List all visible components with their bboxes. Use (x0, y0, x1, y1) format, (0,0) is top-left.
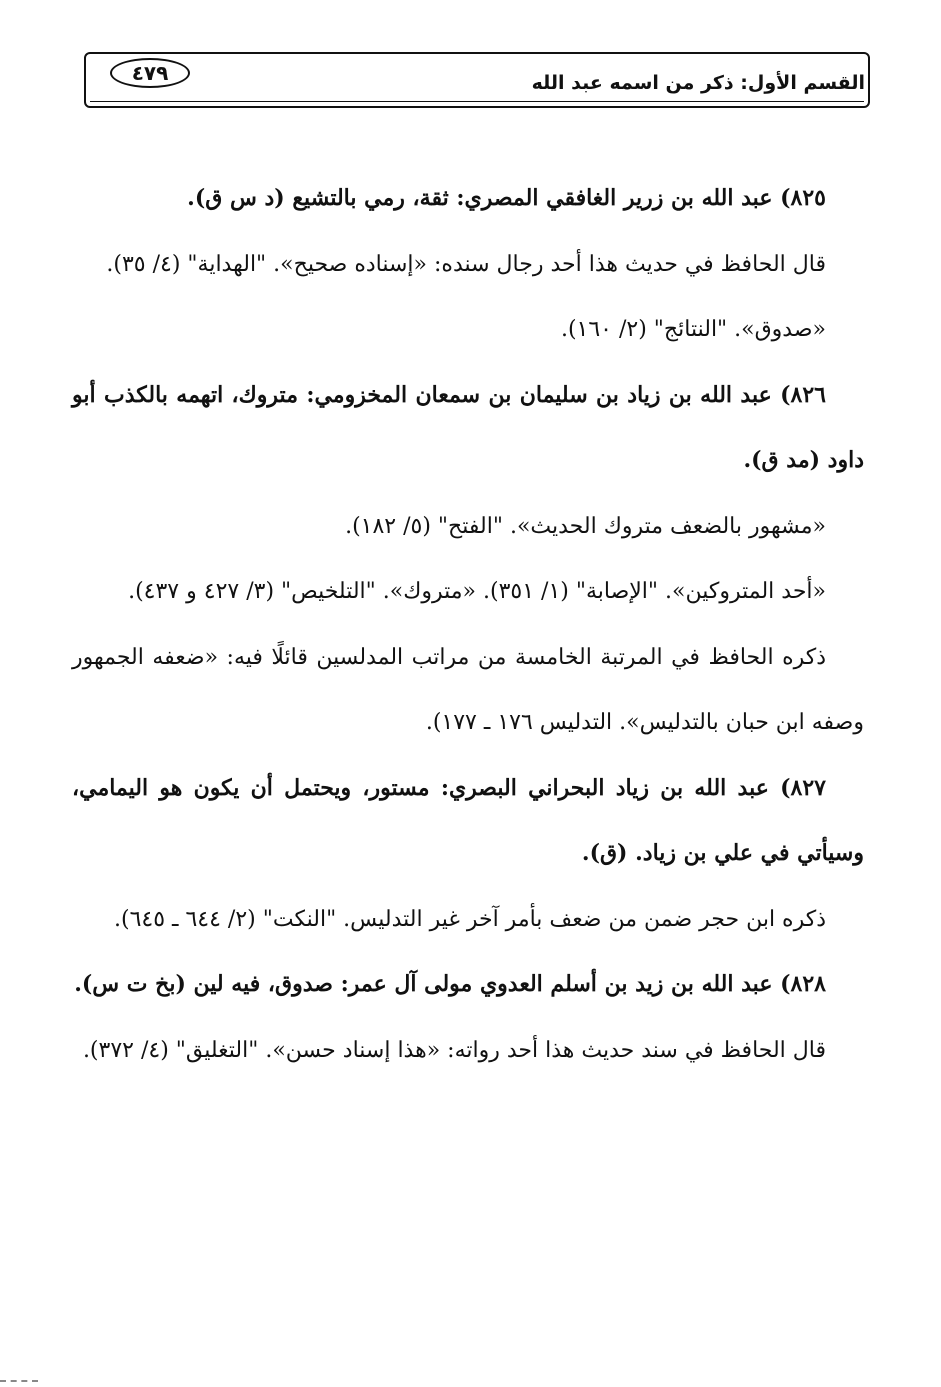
page-body (72, 166, 864, 1083)
entry-number: ٨٢٨) (780, 971, 826, 997)
entry-828 (72, 952, 864, 1018)
entry-827 (72, 756, 864, 887)
scan-edge-mark (0, 1380, 38, 1382)
entry-number: ٨٢٥) (780, 185, 826, 211)
note-paragraph: «صدوق». "النتائج" (٢/ ١٦٠). (560, 317, 826, 342)
entry-number: ٨٢٦) (780, 381, 826, 408)
entry-text: عبد الله بن زياد البحراني البصري: مستور، ويحتمل أن يكون هو اليمامي، وسيأتي في علي بن زياد. (ق). (72, 774, 864, 866)
entry-text: عبد الله بن زيد بن أسلم العدوي مولى آل عمر: صدوق، فيه لين (بخ ت س). (74, 971, 773, 997)
entry-number: ٨٢٧) (780, 774, 826, 801)
note-paragraph: «مشهور بالضعف متروك الحديث». "الفتح" (٥/ ١٨٢). (345, 513, 826, 539)
page-number: ٤٧٩ (110, 58, 190, 88)
entry-825 (72, 166, 864, 232)
note-paragraph: «أحد المتروكين». "الإصابة" (١/ ٣٥١). «متروك». "التلخيص" (٣/ ٤٢٧ و ٤٣٧). (128, 579, 826, 604)
entry-text: عبد الله بن زياد بن سليمان بن سمعان المخزومي: متروك، اتهمه بالكذب أبو داود (مد ق). (72, 381, 864, 473)
running-head: القسم الأول: ذكر من اسمه عبد الله (531, 72, 865, 94)
entry-826 (72, 363, 864, 494)
note-paragraph: قال الحافظ في حديث هذا أحد رجال سنده: «إسناده صحيح». "الهداية" (٤/ ٣٥). (106, 251, 826, 277)
note-paragraph: ذكره الحافظ في المرتبة الخامسة من مراتب المدلسين قائلًا فيه: «ضعفه الجمهور وصفه ابن حبان بالتدليس». التدليس ١٧٦ ـ ١٧٧). (72, 644, 864, 735)
note-paragraph: ذكره ابن حجر ضمن من ضعف بأمر آخر غير التدليس. "النكت" (٢/ ٦٤٤ ـ ٦٤٥). (114, 906, 826, 932)
entry-text: عبد الله بن زرير الغافقي المصري: ثقة، رمي بالتشيع (د س ق). (187, 185, 773, 211)
note-paragraph: قال الحافظ في سند حديث هذا أحد رواته: «هذا إسناد حسن». "التغليق" (٤/ ٣٧٢). (82, 1037, 826, 1063)
